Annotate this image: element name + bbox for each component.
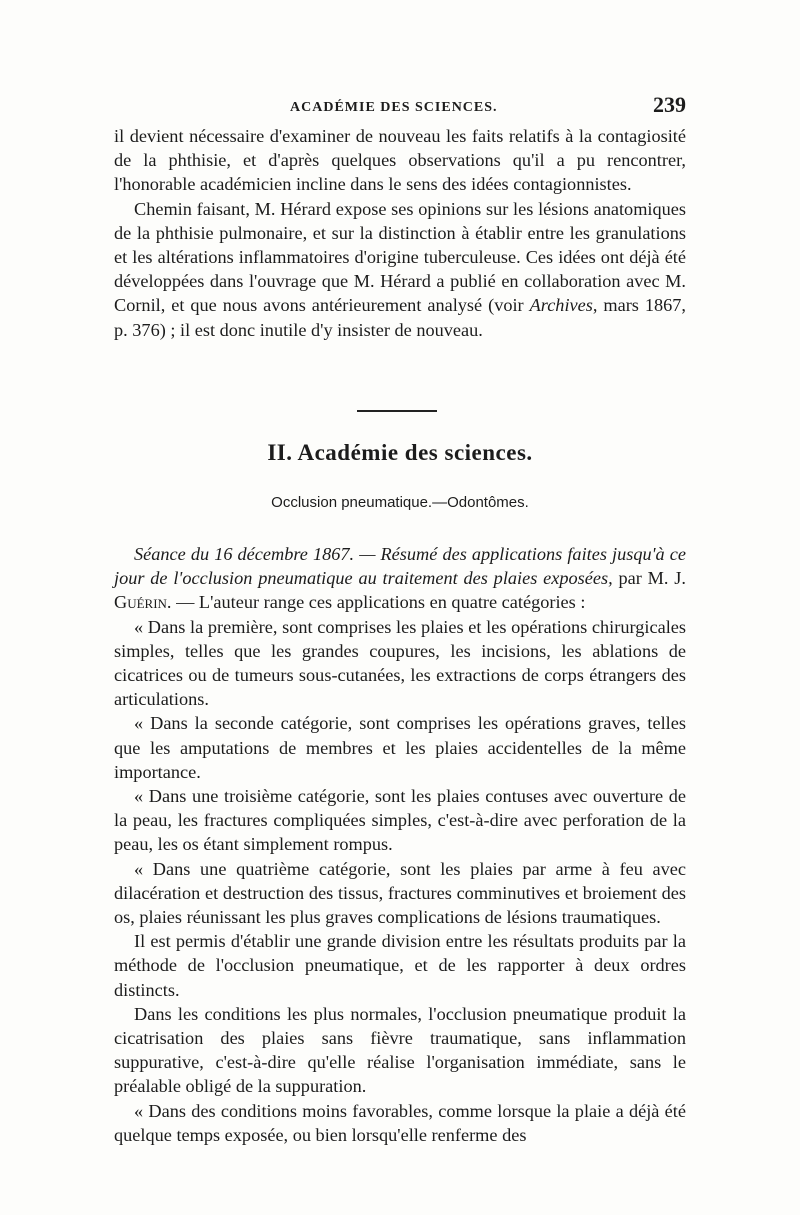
text-block-top (114, 124, 686, 342)
paragraph (114, 197, 686, 342)
session-heading: Séance du 16 décembre 1867. — Résumé des applications faites jusqu'à ce jour de l'occlusion pneumatique au traitement des plaies exposées, (114, 544, 686, 589)
journal-name: Archives (529, 295, 593, 316)
paragraph (114, 542, 686, 615)
paragraph-text: Chemin faisant, M. Hérard expose ses opinions sur les lésions anatomiques de la phthisie pulmonaire, et sur la distinction à établir entre les granulations et les altérations inflammatoires d'origine tuberculeuse. Ces idées ont déjà été développées dans l'ouvrage que M. Hérard a publié en collaboration avec M. Cornil, et que nous avons antérieurement analysé (voir (114, 198, 686, 316)
paragraph: Dans les conditions les plus normales, l'occlusion pneumatique produit la cicatrisation des plaies sans fièvre traumatique, sans inflammation suppurative, c'est-à-dire qu'elle réalise l'organisation immédiate, sans le préalable obligé de la suppuration. (114, 1003, 686, 1097)
paragraph: Il est permis d'établir une grande division entre les résultats produits par la méthode de l'occlusion pneumatique, et de les rapporter à deux ordres distincts. (114, 931, 686, 1000)
text-block-main (114, 542, 686, 1147)
paragraph: « Dans la première, sont comprises les plaies et les opérations chirurgicales simples, telles que les grandes coupures, les incisions, les ablations de cicatrices ou de tumeurs sous-cutanées, les extractions de corps étrangers des articulations. (114, 616, 686, 710)
paragraph: « Dans une quatrième catégorie, sont les plaies par arme à feu avec dilacération et destruction des tissus, fractures comminutives et broiement des os, plaies réunissant les plus graves complications de lésions traumatiques. (114, 858, 686, 928)
paragraph: il devient nécessaire d'examiner de nouveau les faits relatifs à la contagiosité de la phthisie, et d'après quelques observations qu'il a pu rencontrer, l'honorable académicien incline dans le sens des idées contagionnistes. (114, 126, 686, 195)
page-number: 239 (653, 92, 686, 117)
section-title: II. Académie des sciences. (267, 440, 533, 465)
section-divider (357, 410, 437, 412)
running-title: ACADÉMIE DES SCIENCES. (290, 100, 498, 115)
paragraph-text: . — L'auteur range ces applications en quatre catégories : (166, 592, 586, 613)
paragraph: « Dans des conditions moins favorables, comme lorsque la plaie a déjà été quelque temps exposée, ou bien lorsqu'elle renferme des (114, 1100, 686, 1145)
paragraph-text: par M. J. (612, 568, 686, 589)
page-header (110, 92, 690, 122)
section-subtitle: Occlusion pneumatique.—Odontômes. (271, 494, 529, 511)
author-name: Guérin (114, 592, 167, 613)
paragraph: « Dans la seconde catégorie, sont comprises les opérations graves, telles que les amputations de membres et les plaies accidentelles de la même importance. (114, 713, 686, 782)
paragraph: « Dans une troisième catégorie, sont les plaies contuses avec ouverture de la peau, les fractures compliquées simples, c'est-à-dire avec perforation de la peau, les os étant simplement rompus. (114, 786, 686, 855)
paragraph-text: , mars 1867, p. 376) ; il est donc inutile d'y insister de nouveau. (114, 295, 686, 340)
